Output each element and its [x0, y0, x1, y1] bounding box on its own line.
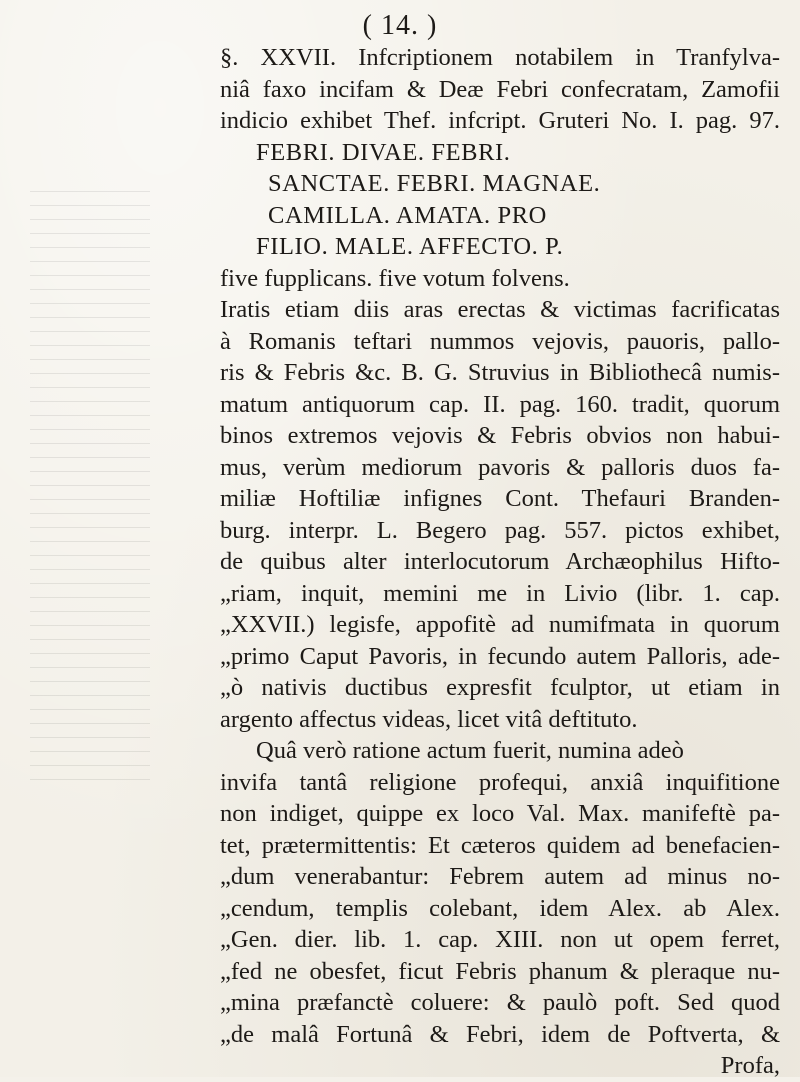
text-line: Quâ verò ratione actum fuerit, numina adeò	[256, 737, 684, 764]
text-line: binos extremos vejovis & Febris obvios non habui-	[220, 422, 780, 449]
text-line: ris & Febris &c. B. G. Struvius in Bibliothecâ numis-	[220, 359, 780, 386]
inscription-line: SANCTAE. FEBRI. MAGNAE.	[268, 170, 601, 197]
text-line: argento affectus videas, licet vitâ deftituto.	[220, 705, 638, 733]
page-number: ( 14. )	[362, 10, 438, 41]
text-line: burg. interpr. L. Begero pag. 557. pictos exhibet,	[220, 516, 780, 544]
text-line: niâ faxo incifam & Deæ Febri confecratam, Zamofii	[220, 75, 780, 103]
text-line: non indiget, quippe ex loco Val. Max. manifeftè pa-	[220, 800, 780, 827]
text-line: invifa tantâ religione profequi, anxiâ inquifitione	[220, 768, 780, 796]
text-line: five fupplicans. five votum folvens.	[220, 264, 570, 292]
text-line: de quibus alter interlocutorum Archæophilus Hifto-	[220, 548, 780, 575]
inscription-line: FEBRI. DIVAE. FEBRI.	[256, 138, 511, 166]
text-line: matum antiquorum cap. II. pag. 160. tradit, quorum	[220, 390, 780, 418]
quoted-line: „Gen. dier. lib. 1. cap. XIII. non ut opem ferret,	[220, 926, 780, 953]
catchword: Profa,	[720, 1052, 780, 1079]
text-line: §. XXVII. Infcriptionem notabilem in Tranfylva-	[220, 44, 780, 71]
quoted-line: „de malâ Fortunâ & Febri, idem de Poftverta, &	[220, 1020, 780, 1048]
body-text	[220, 42, 780, 1082]
quoted-line: „riam, inquit, memini me in Livio (libr. 1. cap.	[220, 579, 780, 607]
text-line: miliæ Hoftiliæ infignes Cont. Thefauri Branden-	[220, 485, 780, 512]
inscription-line: CAMILLA. AMATA. PRO	[268, 201, 547, 229]
quoted-line: „ò nativis ductibus expresfit fculptor, ut etiam in	[220, 674, 780, 701]
quoted-line: „fed ne obesfet, ficut Febris phanum & pleraque nu-	[220, 957, 780, 985]
text-line: à Romanis teftari nummos vejovis, pauoris, pallo-	[220, 327, 780, 355]
quoted-line: „primo Caput Pavoris, in fecundo autem Palloris, ade-	[220, 642, 780, 670]
quoted-line: „cendum, templis colebant, idem Alex. ab Alex.	[220, 894, 780, 922]
text-line: Iratis etiam diis aras erectas & victimas facrificatas	[220, 296, 780, 323]
text-line: mus, verùm mediorum pavoris & palloris duos fa-	[220, 453, 780, 481]
quoted-line: „mina præfanctè coluere: & paulò poft. Sed quod	[220, 989, 780, 1016]
text-line: indicio exhibet Thef. infcript. Gruteri No. I. pag. 97.	[220, 107, 780, 134]
page-texture	[30, 180, 150, 780]
inscription-line: FILIO. MALE. AFFECTO. P.	[256, 233, 564, 260]
text-line: tet, prætermittentis: Et cæteros quidem ad benefacien-	[220, 831, 780, 859]
quoted-line: „XXVII.) legisfe, appofitè ad numifmata in quorum	[220, 611, 780, 638]
quoted-line: „dum venerabantur: Febrem autem ad minus no-	[220, 863, 780, 890]
